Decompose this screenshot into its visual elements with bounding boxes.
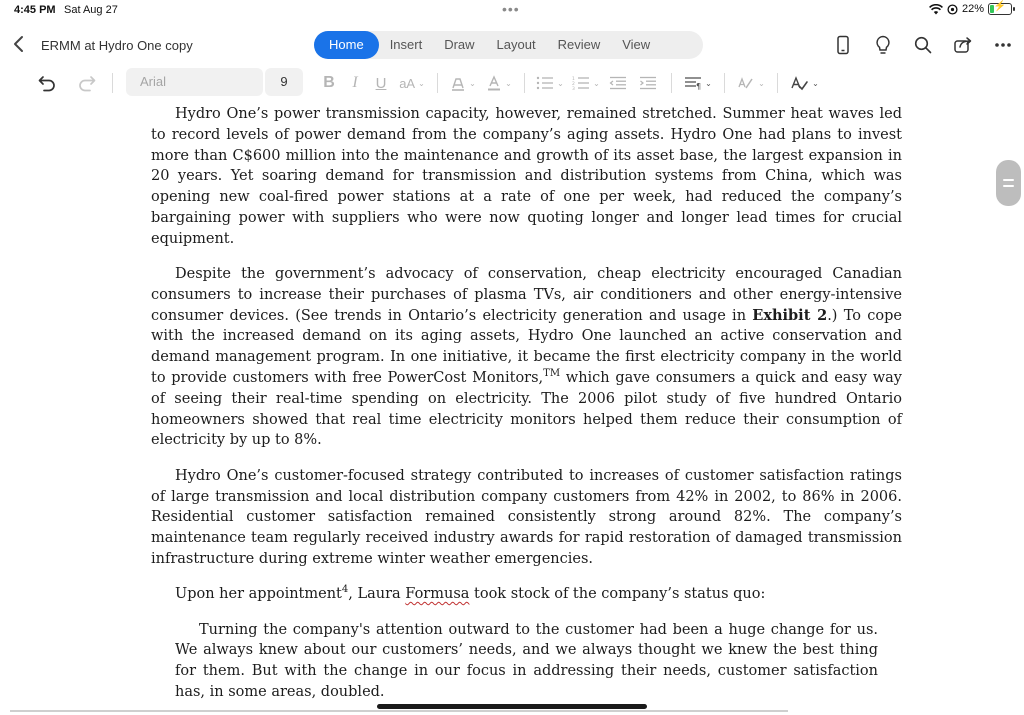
document-title[interactable]: ERMM at Hydro One copy (41, 38, 193, 53)
ribbon-tabs (314, 31, 703, 59)
tab-review[interactable]: Review (557, 37, 601, 52)
decrease-indent-button[interactable] (604, 69, 632, 97)
font-size-grow-button[interactable] (394, 69, 430, 97)
bullets-button[interactable] (532, 69, 568, 97)
text-run: Upon her appointment (175, 586, 342, 603)
document-canvas[interactable] (0, 102, 1024, 707)
paragraph-button[interactable] (679, 69, 717, 97)
tab-insert[interactable]: Insert (389, 37, 423, 52)
increase-indent-button[interactable] (632, 69, 664, 97)
footnote-marker: 4 (341, 584, 349, 596)
scroll-handle[interactable] (996, 160, 1021, 206)
multitasking-dots-icon[interactable]: ••• (502, 1, 520, 17)
grip-line (1003, 185, 1014, 187)
share-button[interactable] (950, 32, 976, 58)
phone-view-icon (836, 35, 850, 55)
italic-button[interactable]: I (352, 74, 358, 91)
text-format-group (316, 69, 823, 97)
toolbar-divider (671, 73, 672, 93)
chevron-down-icon: ⌄ (505, 78, 512, 88)
styles-pen-icon (737, 75, 755, 91)
grip-line (1003, 179, 1014, 181)
chevron-down-icon: ⌄ (557, 78, 564, 88)
text-run: .) To cope with the increased demand on its aging assets, Hydro One launched an active conservation and demand management program. In one initiative, it became the first electricity company in the world to provide customers with free PowerCost Monitors, (151, 307, 902, 387)
tab-home[interactable]: Home (314, 31, 379, 59)
editor-check-icon (789, 74, 809, 92)
title-bar (0, 28, 1024, 62)
wifi-icon (929, 4, 943, 15)
battery-percent: 22% (961, 3, 984, 15)
styles-button[interactable] (732, 69, 770, 97)
numbering-button[interactable] (568, 69, 604, 97)
tab-view[interactable]: View (622, 37, 651, 52)
chevron-down-icon: ⌄ (469, 78, 476, 88)
svg-text:2: 2 (572, 82, 576, 87)
numbered-list-icon (572, 76, 590, 90)
editor-button[interactable] (785, 69, 823, 97)
status-indicators (929, 3, 1012, 15)
paragraph-format-icon (684, 76, 702, 90)
redo-button[interactable] (74, 69, 100, 97)
search-icon (914, 36, 932, 54)
more-options-button[interactable] (990, 32, 1016, 58)
home-indicator[interactable] (377, 704, 647, 709)
charging-bolt-icon: ⚡ (993, 1, 1007, 12)
undo-icon (37, 74, 57, 92)
text-run: which gave consumers a quick and easy way of seeing their real-time spending on electricity. The 2006 pilot study of five hundred Ontario homeowners showed that real time electricity monitors helped them reduce their consumption of electricity by up to 8%. (151, 370, 903, 449)
status-time: 4:45 PM (14, 4, 56, 16)
redo-icon (77, 74, 97, 92)
toolbar-divider (724, 73, 725, 93)
highlighter-icon (450, 75, 466, 91)
title-actions (830, 32, 1016, 58)
tab-layout[interactable]: Layout (496, 37, 536, 52)
highlight-button[interactable] (445, 69, 481, 97)
underline-button[interactable]: U (375, 74, 387, 92)
back-chevron-icon[interactable] (10, 32, 28, 56)
svg-text:1: 1 (572, 77, 576, 82)
font-size-field[interactable]: 9 (265, 68, 303, 96)
toolbar-divider (524, 73, 525, 93)
paragraph-customer-satisfaction[interactable]: Hydro One’s customer-focused strategy contributed to increases of customer satisfaction ratings of large transmission and local distribution company customers from 42% in 2002, to 86% in 2006. Residential customer satisfaction remained consistently strong around 82%. The company’s maintenance team regularly received industry awards for rapid restoration of damaged transmission infrastructure during extreme winter weather emergencies. (151, 467, 902, 567)
page-bottom-edge (10, 710, 788, 712)
font-color-icon (486, 75, 502, 91)
increase-indent-icon (639, 76, 657, 90)
tab-draw[interactable]: Draw (444, 37, 475, 52)
chevron-down-icon: ⌄ (705, 78, 712, 88)
misspelled-word[interactable]: Formusa (405, 586, 470, 603)
paragraph-conservation[interactable] (151, 264, 902, 451)
search-button[interactable] (910, 32, 936, 58)
chevron-down-icon: ⌄ (418, 78, 425, 88)
toolbar-divider (437, 73, 438, 93)
svg-text:3: 3 (572, 87, 576, 90)
toolbar-divider (777, 73, 778, 93)
paragraph-transmission[interactable]: Hydro One’s power transmission capacity, however, remained stretched. Summer heat waves led to record levels of power demand from the company’s aging assets. Hydro One had plans to invest more than C$600 million into the maintenance and growth of its asset base, the largest expansion in 20 years. Yet soaring demand for transmission and distribution systems from China, which was opening new coal-fired power stations at a rate of one per week, had reduced the company’s bargaining power with suppliers who were now quoting longer and longer lead times for crucial equipment. (151, 106, 902, 247)
text-run: took stock of the company’s status quo: (469, 586, 766, 603)
paragraph-appointment[interactable] (151, 584, 902, 605)
status-date: Sat Aug 27 (64, 4, 118, 16)
text-run: , Laura (348, 586, 406, 603)
toolbar-divider (112, 73, 113, 93)
document-body[interactable] (151, 104, 902, 703)
lightbulb-icon (875, 35, 891, 55)
chevron-down-icon: ⌄ (812, 78, 819, 88)
phone-view-button[interactable] (830, 32, 856, 58)
tell-me-button[interactable] (870, 32, 896, 58)
share-icon (953, 36, 973, 54)
more-icon (994, 42, 1012, 48)
formatting-toolbar (0, 66, 1024, 100)
font-color-button[interactable] (481, 69, 517, 97)
chevron-down-icon: ⌄ (593, 78, 600, 88)
battery-icon (988, 3, 1012, 15)
trademark-superscript: TM (543, 368, 561, 380)
grow-label: aA (399, 75, 416, 91)
status-bar (0, 0, 1024, 24)
location-icon (947, 4, 958, 15)
font-name-field[interactable]: Arial (126, 68, 263, 96)
decrease-indent-icon (609, 76, 627, 90)
chevron-down-icon: ⌄ (758, 78, 765, 88)
undo-button[interactable] (34, 69, 60, 97)
text-run: Despite the government’s advocacy of conservation, cheap electricity encouraged Canadian consumers to increase their purchases of plasma TVs, air conditioners and other energy-intensive consumer devices. (See trends in Ontario’s electricity generation and usage in (151, 266, 902, 324)
svg-text:¶: ¶ (696, 82, 702, 90)
exhibit-reference: Exhibit 2 (752, 306, 828, 324)
bold-button[interactable]: B (323, 74, 335, 91)
bullet-list-icon (536, 76, 554, 90)
quote-block[interactable]: Turning the company's attention outward to the customer had been a huge change for us. We always knew about our customers’ needs, and we always thought we knew the best thing for them. But with the change in our focus in addressing their needs, customer satisfaction has, in some areas, doubled. (175, 621, 878, 700)
